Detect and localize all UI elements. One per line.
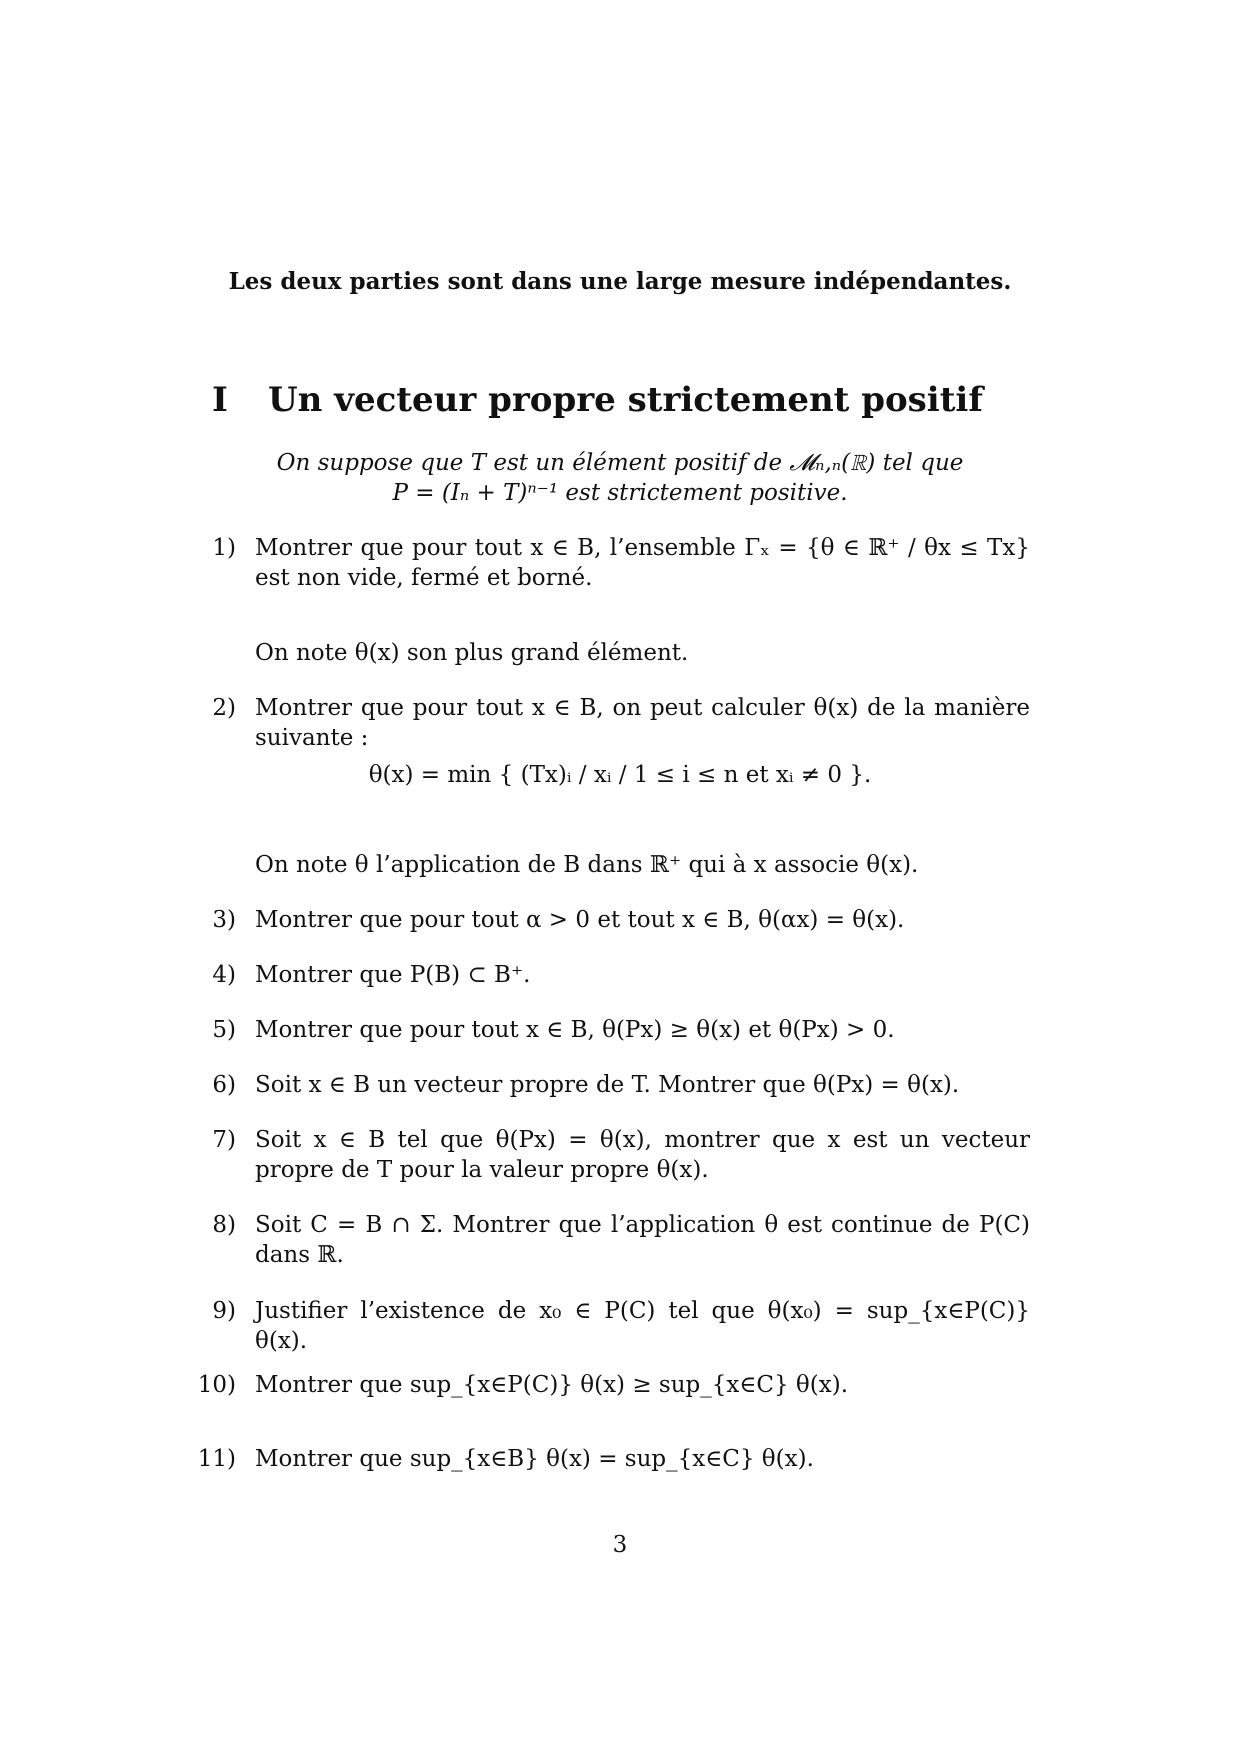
note-2: On note θ l’application de B dans ℝ⁺ qui à x associe θ(x). (255, 852, 919, 878)
question-number: 6) (212, 1072, 236, 1098)
question-text: Justifier l’existence de x₀ ∈ P(C) tel que θ(x₀) = sup_{x∈P(C)} θ(x). (255, 1298, 1030, 1354)
question-4 (190, 960, 1030, 990)
question-text: Montrer que sup_{x∈P(C)} θ(x) ≥ sup_{x∈C} θ(x). (255, 1372, 849, 1398)
question-text: Montrer que P(B) ⊂ B⁺. (255, 962, 531, 988)
question-number: 2) (212, 695, 236, 721)
question-7 (190, 1125, 1030, 1185)
intro-text: Les deux parties sont dans une large mesure indépendantes. (228, 268, 1012, 295)
question-11 (190, 1444, 1030, 1474)
question-text: Montrer que pour tout x ∈ B, θ(Px) ≥ θ(x) et θ(Px) > 0. (255, 1017, 895, 1043)
question-text: Soit x ∈ B tel que θ(Px) = θ(x), montrer que x est un vecteur propre de T pour la valeur propre θ(x). (255, 1127, 1030, 1183)
question-text: Montrer que pour tout x ∈ B, on peut calculer θ(x) de la manière suivante : (255, 695, 1030, 751)
question-number: 7) (212, 1127, 236, 1153)
hypothesis-block (0, 448, 1240, 508)
question-number: 8) (212, 1212, 236, 1238)
question-3 (190, 905, 1030, 935)
question-6 (190, 1070, 1030, 1100)
section-heading (212, 380, 983, 420)
section-number: I (212, 380, 228, 420)
question-number: 10) (197, 1372, 236, 1398)
question-9 (190, 1296, 1030, 1356)
hypothesis-line-2: P = (Iₙ + T)ⁿ⁻¹ est strictement positive. (392, 480, 848, 506)
section-title: Un vecteur propre strictement positif (268, 380, 983, 420)
question-text: Soit C = B ∩ Σ. Montrer que l’application θ est continue de P(C) dans ℝ. (255, 1212, 1030, 1268)
question-number: 11) (197, 1446, 236, 1472)
theta-formula: θ(x) = min { (Tx)ᵢ / xᵢ / 1 ≤ i ≤ n et xᵢ ≠ 0 }. (368, 762, 872, 788)
question-text: Montrer que pour tout x ∈ B, l’ensemble Γₓ = {θ ∈ ℝ⁺ / θx ≤ Tx} est non vide, fermé et borné. (255, 535, 1030, 591)
question-5 (190, 1015, 1030, 1045)
question-10 (190, 1370, 1030, 1400)
question-1 (190, 533, 1030, 593)
question-text: Soit x ∈ B un vecteur propre de T. Montrer que θ(Px) = θ(x). (255, 1072, 960, 1098)
question-number: 3) (212, 907, 236, 933)
question-number: 5) (212, 1017, 236, 1043)
hypothesis-line-1: On suppose que T est un élément positif de 𝓜ₙ,ₙ(ℝ) tel que (276, 450, 964, 476)
question-text: Montrer que pour tout α > 0 et tout x ∈ B, θ(αx) = θ(x). (255, 907, 905, 933)
page-number: 3 (612, 1532, 628, 1558)
question-2 (190, 693, 1030, 753)
question-text: Montrer que sup_{x∈B} θ(x) = sup_{x∈C} θ(x). (255, 1446, 814, 1472)
note-1: On note θ(x) son plus grand élément. (255, 640, 689, 666)
question-number: 4) (212, 962, 236, 988)
question-number: 1) (212, 535, 236, 561)
question-number: 9) (212, 1298, 236, 1324)
question-8 (190, 1210, 1030, 1270)
